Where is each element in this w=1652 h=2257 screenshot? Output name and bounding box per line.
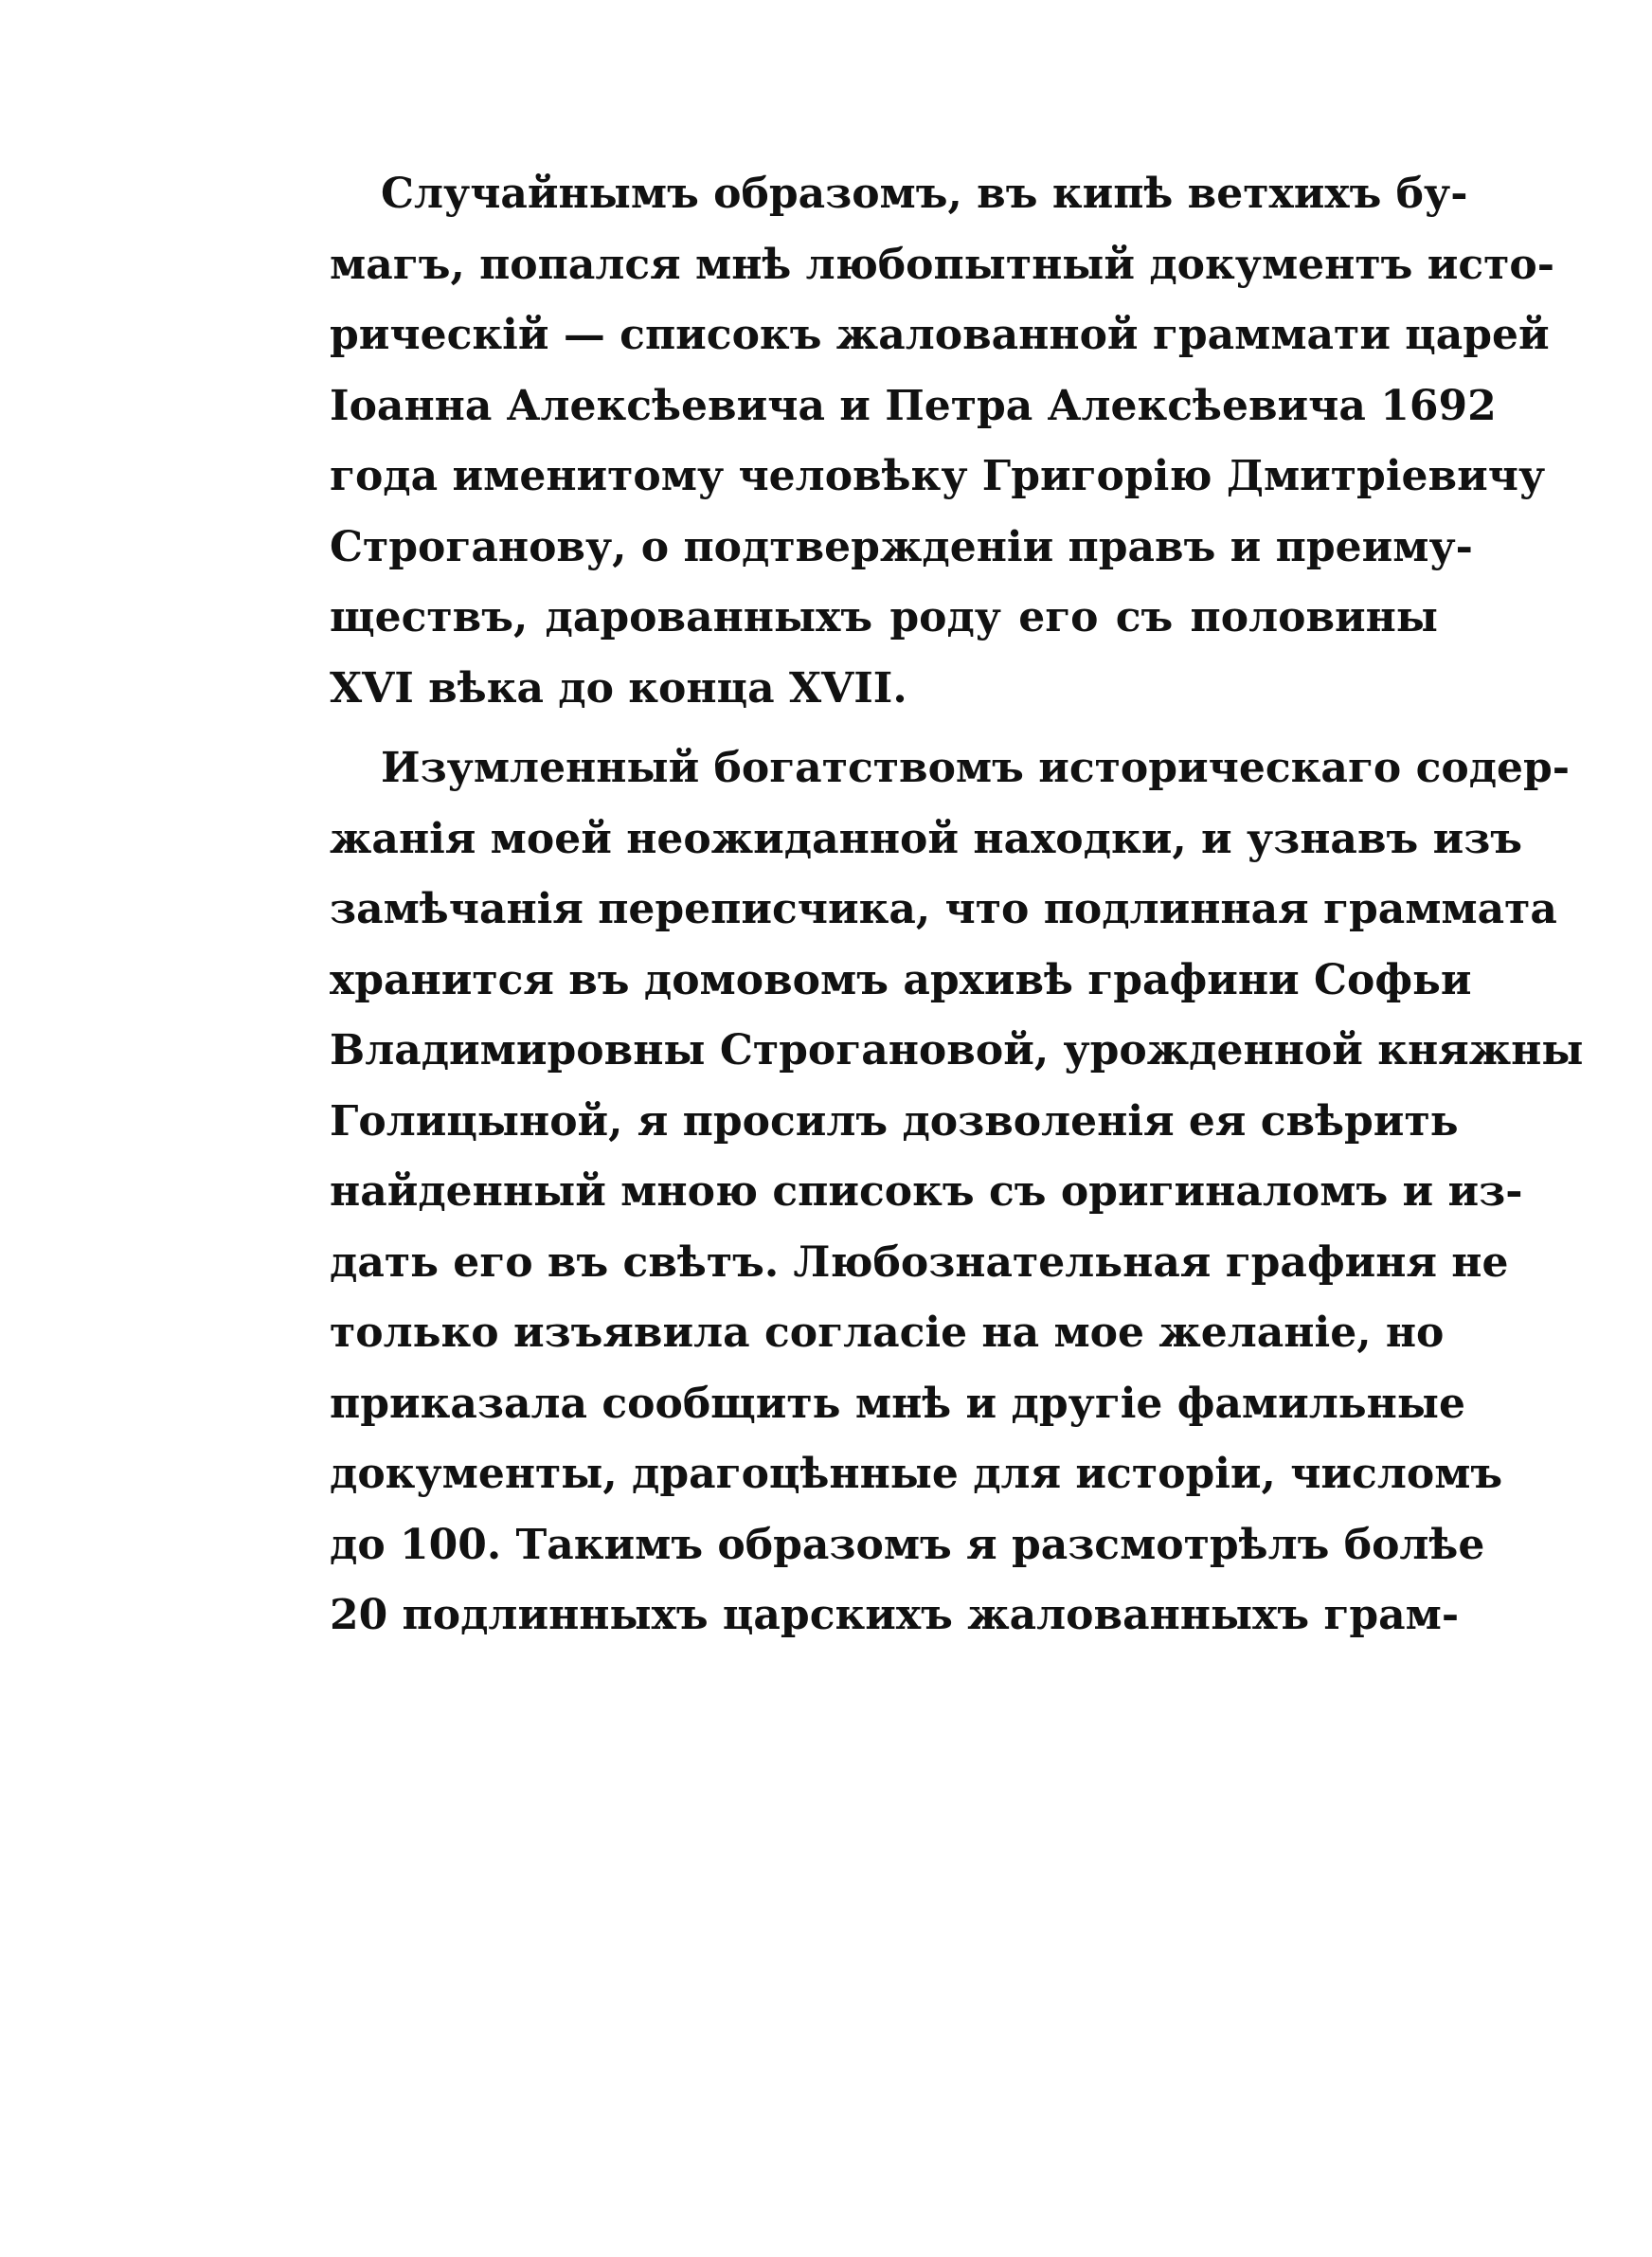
body-text [330,159,1584,1652]
text-line: найденный мною списокъ съ оригиналомъ и из- [330,1167,1523,1216]
paragraph-gap [330,724,1438,733]
text-line: до 100. Такимъ образомъ я разсмотрѣлъ болѣе [330,1520,1485,1569]
text-line: магъ, попался мнѣ любопытный документъ исто- [330,240,1555,289]
text-line: документы, драгоцѣнные для исторіи, числомъ [330,1450,1503,1498]
text-line: Изумленный богатствомъ историческаго содер- [381,744,1571,792]
text-line: замѣчанія переписчика, что подлинная граммата [330,885,1557,933]
text-line: рическій — списокъ жалованной граммати царей [330,311,1550,359]
text-line: приказала сообщить мнѣ и другіе фамильные [330,1379,1465,1428]
paragraph-1 [330,159,1555,724]
text-line: хранится въ домовомъ архивѣ графини Софьи [330,955,1472,1004]
text-line: 20 подлинныхъ царскихъ жалованныхъ грам- [330,1591,1460,1639]
text-line: XVI вѣка до конца XVII. [330,663,907,713]
text-line: жанія моей неожиданной находки, и узнавъ изъ [330,814,1523,863]
text-line: Іоанна Алексѣевича и Петра Алексѣевича 1692 [330,381,1497,430]
paragraph-2 [330,733,1584,1652]
text-line: Строганову, о подтвержденіи правъ и преиму- [330,522,1473,571]
text-line: года именитому человѣку Григорію Дмитріевичу [330,452,1546,500]
text-line: Владимировны Строгановой, урожденной княжны [330,1026,1584,1074]
text-line: дать его въ свѣтъ. Любознательная графиня не [330,1237,1509,1287]
text-line: Случайнымъ образомъ, въ кипѣ ветхихъ бу- [381,170,1468,218]
text-line: ществъ, дарованныхъ роду его съ половины [330,593,1438,641]
text-line: только изъявила согласіе на мое желаніе, но [330,1309,1445,1357]
text-line: Голицыной, я просилъ дозволенія ея свѣрить [330,1096,1459,1146]
